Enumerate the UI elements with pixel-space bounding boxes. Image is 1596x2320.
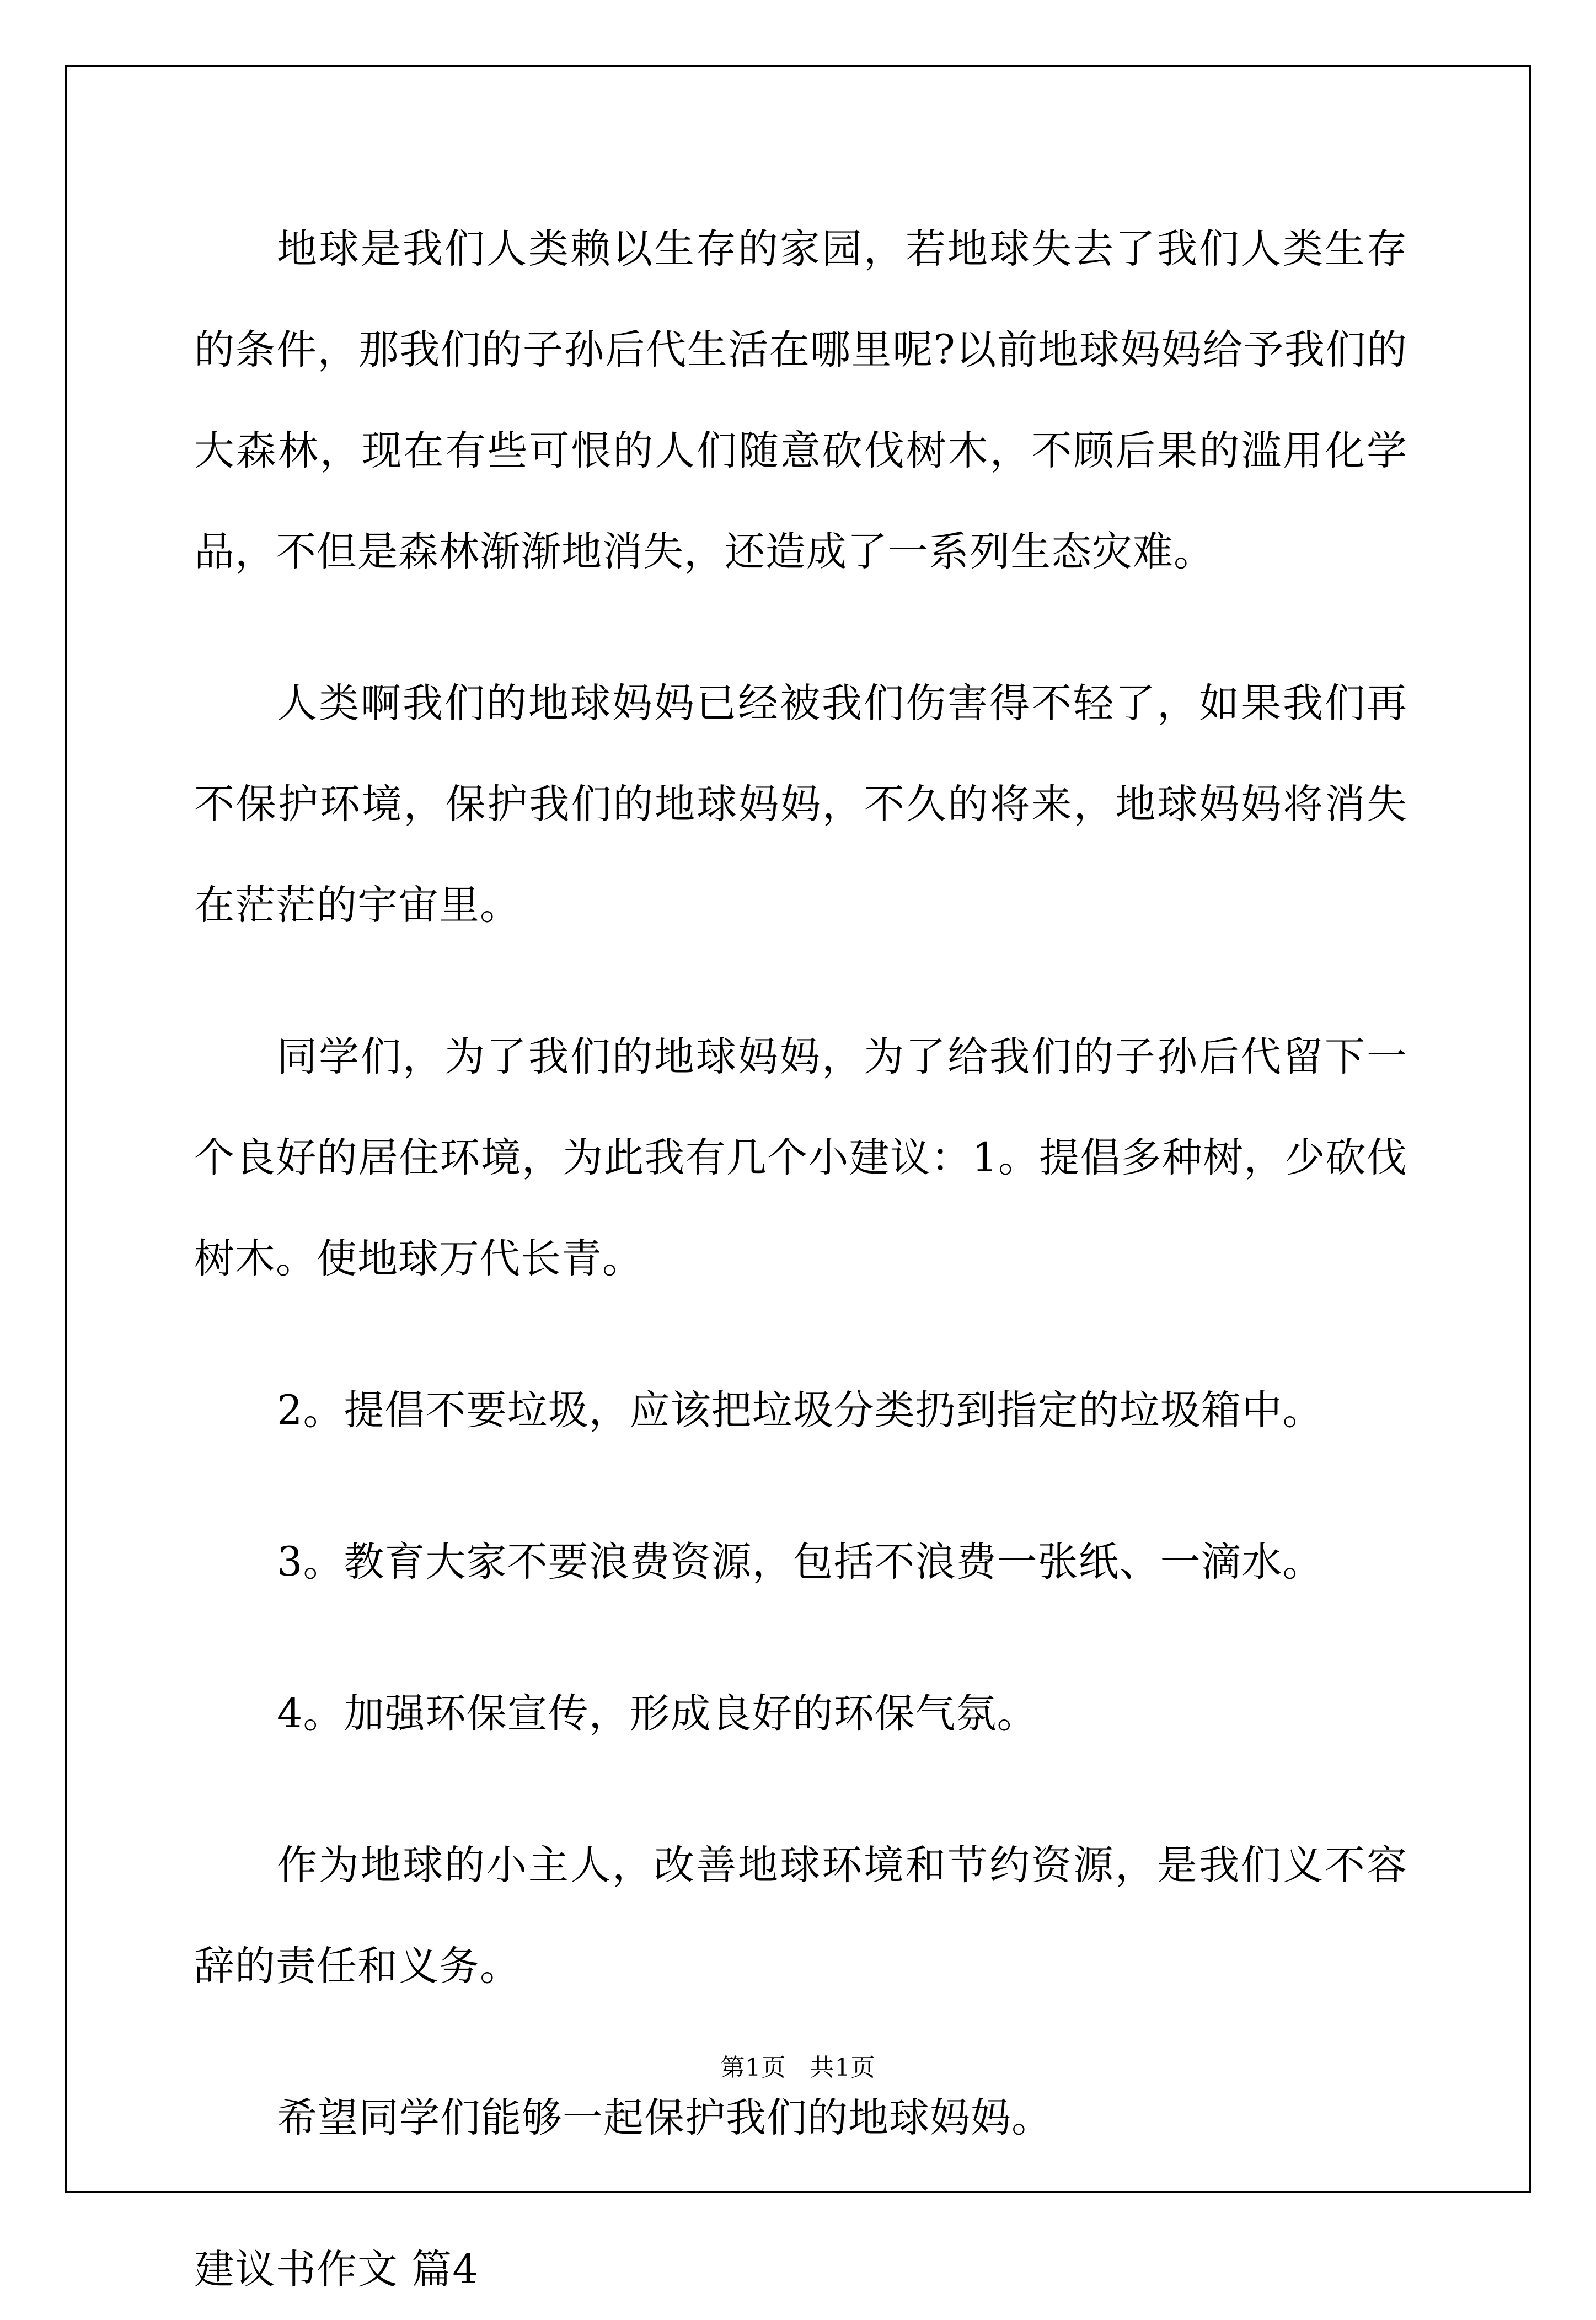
page-number: 第1页 [720, 2054, 786, 2082]
document-body [194, 199, 1407, 2320]
section-heading: 建议书作文 篇4 [194, 2246, 479, 2293]
paragraph-3: 同学们，为了我们的地球妈妈，为了给我们的子孙后代留下一个良好的居住环境，为此我有几个小建议：1。提倡多种树，少砍伐树木。使地球万代长青。 [194, 1033, 1407, 1282]
page-footer [0, 2051, 1596, 2085]
page-total: 共1页 [810, 2054, 876, 2082]
paragraph-7: 作为地球的小主人，改善地球环境和节约资源，是我们义不容辞的责任和义务。 [194, 1842, 1407, 1990]
paragraph-4: 2。提倡不要垃圾，应该把垃圾分类扔到指定的垃圾箱中。 [277, 1387, 1324, 1434]
paragraph-6: 4。加强环保宣传，形成良好的环保气氛。 [277, 1690, 1038, 1737]
paragraph-5: 3。教育大家不要浪费资源，包括不浪费一张纸、一滴水。 [277, 1539, 1324, 1585]
paragraph-2: 人类啊我们的地球妈妈已经被我们伤害得不轻了，如果我们再不保护环境，保护我们的地球妈妈，不久的将来，地球妈妈将消失在茫茫的宇宙里。 [194, 680, 1407, 929]
paragraph-1: 地球是我们人类赖以生存的家园，若地球失去了我们人类生存的条件，那我们的子孙后代生活在哪里呢?以前地球妈妈给予我们的大森林，现在有些可恨的人们随意砍伐树木，不顾后果的滥用化学品，不但是森林渐渐地消失，还造成了一系列生态灾难。 [194, 226, 1407, 575]
paragraph-8: 希望同学们能够一起保护我们的地球妈妈。 [277, 2094, 1052, 2141]
